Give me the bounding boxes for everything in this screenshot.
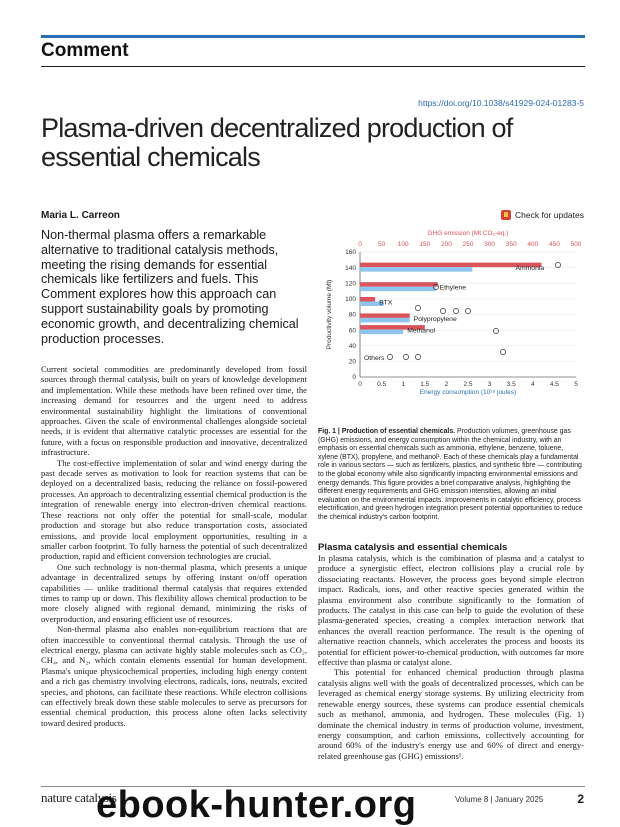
y-tick-label: 100: [345, 296, 356, 304]
energy-bar: [360, 267, 472, 272]
category-label: Ammonia: [515, 265, 545, 273]
bottom-tick-label: 4: [530, 381, 535, 388]
paragraph: The cost-effective implementation of solar and wind energy during the past decade serves as motivation to look for reaction systems that can be deployed on a decentralized basis, reducing the reliance on fossil-powered processes. An approach to decentralizing essential chemical production is the integration of renewable energy into electron-driven chemical reactions. These reactions not only offer the potential for small-scale, modular production and storage but also reduce transportation costs, associated emissions, and provide local employment opportunities, resulting in a smaller carbon footprint. To fully harness the potential of such decentralized production, rapid and efficient conversion technologies are crucial.: [41, 457, 307, 562]
y-tick-label: 160: [345, 249, 356, 257]
molecule-icon: [500, 349, 505, 354]
energy-bar: [360, 330, 403, 335]
category-label: BTX: [379, 299, 393, 307]
ghg-bar: [360, 263, 541, 268]
top-tick-label: 500: [570, 241, 582, 248]
check-updates-label: Check for updates: [515, 210, 584, 220]
paragraph: In plasma catalysis, which is the combination of plasma and a catalyst to produce a synergistic effect, electron collisions play a crucial role by dissociating reactants. However, the process goes beyond simple electron impact. Radicals, ions, and other reactive species generated within the plasma environment also contribute significantly to the formation of products. The catalyst in this case can help to guide the evolution of these plasma-generated species, creating a complex interaction network that enhances the overall reaction performance. The result is the opening of alternative reaction channels, which accelerates the process and boosts its potential for efficient power-to-chemical production, with outcomes far more effective than plasma or catalyst alone.: [318, 553, 584, 668]
header-accent-bar: [41, 35, 585, 38]
molecule-icon: [403, 354, 408, 359]
top-tick-label: 450: [548, 241, 560, 248]
ghg-bar: [360, 282, 438, 287]
ghg-bar: [360, 297, 375, 302]
molecule-icon: [555, 262, 560, 267]
top-tick-label: 50: [377, 241, 386, 248]
y-tick-label: 80: [348, 311, 356, 319]
bottom-tick-label: 2: [444, 381, 449, 388]
y-tick-label: 120: [345, 280, 356, 288]
author-name: Maria L. Carreon: [41, 210, 120, 221]
paragraph: This potential for enhanced chemical production through plasma catalysis aligns well with the goals of decentralized processes, which can be leveraged as chemical energy storage systems. By utilizing electricity from renewable energy sources, these systems can produce essential chemicals such as methanol, ammonia, and hydrogen. These molecules (Fig. 1) dominate the chemical industry in terms of production volume, investment, energy consumption, and carbon emissions, collectively accounting for around 60% of the industry's energy use and 60% of direct and energy-related greenhouse gas (GHG) emissions¹.: [318, 667, 584, 761]
top-axis-label: GHG emission (Mt CO₂-eq.): [427, 230, 509, 237]
top-tick-label: 200: [440, 241, 452, 248]
left-column-body: [41, 364, 307, 728]
doi-link[interactable]: https://doi.org/10.1038/s41929-024-01283-5: [418, 98, 584, 108]
y-tick-label: 0: [352, 374, 356, 382]
y-axis-label: Productivity volume (Mt): [326, 279, 333, 350]
y-tick-label: 20: [348, 358, 356, 366]
standfirst: Non-thermal plasma offers a remarkable alternative to traditional catalysis methods, meeting the rising demands for essential chemicals like fertilizers and fuels. This Comment explores how this approach can support sustainability goals by promoting economic growth, and decentralizing chemical production processes.: [41, 228, 299, 346]
header-rule: [41, 66, 585, 67]
top-tick-label: 350: [505, 241, 517, 248]
top-tick-label: 300: [484, 241, 496, 248]
molecule-icon: [453, 308, 458, 313]
bottom-tick-label: 2.5: [463, 381, 473, 388]
bottom-tick-label: 0: [358, 381, 362, 388]
check-updates-button[interactable]: [501, 210, 584, 220]
paragraph: Non-thermal plasma also enables non-equilibrium reactions that are often inaccessible to conventional thermal catalysis. Through the use of electrical energy, plasma can activate highly stable molecules such as CO₂, CH₄, and N₂, which contain elements essential for human development. Plasma's unique physicochemical properties, including high energy content and a rich gas chemistry involving electrons, radicals, ions, neutrals, excited species, and photons, can facilitate these reactions. While electron collisions can effectively break down these stable molecules to serve as precursors for essential chemical production, this process alone often lacks selectivity toward desired products.: [41, 624, 307, 728]
top-tick-label: 100: [397, 241, 409, 248]
y-tick-label: 140: [345, 264, 356, 272]
molecule-icon: [415, 305, 420, 310]
molecule-icon: [387, 354, 392, 359]
category-label: Methanol: [407, 327, 436, 335]
figure-caption-text: Production volumes, greenhouse gas (GHG) emissions, and energy consumption within the chemical industry, with an emphasis on essential chemicals such as ammonia, ethylene, benzene, toluene, xylene (BTX), propylene, and methanol¹. Each of these chemicals play a fundamental role in various sectors — such as fertilizers, plastics, and synthetic fibre — contributing to the global economy while also significantly impacting environmental emissions and energy demands. This figure provides a brief comparative analysis, highlighting the different energy requirements and GHG emission intensities, allowing an initial evaluation on the environmental impacts. Improvements in catalytic efficiency, process electrification, and green hydrogen integration present potential opportunities to reduce the chemical industry's carbon footprint.: [318, 428, 583, 521]
page-number: 2: [577, 792, 584, 806]
bottom-tick-label: 0.5: [377, 381, 387, 388]
bottom-tick-label: 3: [487, 381, 492, 388]
molecule-icon: [465, 308, 470, 313]
issue-info: Volume 8 | January 2025: [455, 795, 544, 804]
molecule-icon: [415, 354, 420, 359]
journal-logo: nature catalysis: [41, 790, 117, 805]
section-label: Comment: [41, 40, 129, 61]
molecule-icon: [440, 308, 445, 313]
y-tick-label: 60: [348, 327, 356, 335]
article-title: Plasma-driven decentralized production of essential chemicals: [41, 113, 513, 172]
bottom-tick-label: 5: [574, 381, 578, 388]
figure-1-chart: [318, 227, 584, 427]
right-column-body: [318, 553, 584, 761]
energy-bar: [360, 318, 410, 323]
category-label: Polypropylene: [413, 315, 457, 323]
bottom-tick-label: 3.5: [506, 381, 516, 388]
section-heading: Plasma catalysis and essential chemicals: [318, 542, 508, 553]
figure-caption-label: Fig. 1 | Production of essential chemicals.: [318, 428, 456, 435]
ghg-bar: [360, 313, 410, 318]
bottom-axis-label: Energy consumption (10¹⁸ joules): [419, 389, 517, 396]
y-tick-label: 40: [348, 342, 356, 350]
category-label: Others: [364, 354, 385, 362]
category-label: Ethylene: [439, 284, 467, 292]
watermark: ebook-hunter.org: [96, 784, 417, 826]
figure-caption: [318, 428, 584, 523]
top-tick-label: 400: [527, 241, 539, 248]
top-tick-label: 250: [462, 241, 474, 248]
molecule-icon: [493, 328, 498, 333]
top-tick-label: 150: [419, 241, 431, 248]
bottom-tick-label: 1: [401, 381, 406, 388]
energy-bar: [360, 287, 436, 292]
paragraph: Current societal commodities are predominantly developed from fossil sources through thermal catalysis, built on years of knowledge development and implementation. While these methods have been refined over time, the increasing demand for resources and the urgent need to address environmental sustainability highlight the limitations of conventional approaches. Given the scale of environmental challenges alongside societal needs, it is evident that alternative catalytic processes are essential for the future, with a focus on responsible production and innovative, decentralized infrastructure.: [41, 364, 307, 458]
top-tick-label: 0: [358, 241, 362, 248]
bottom-tick-label: 1.5: [420, 381, 430, 388]
crossmark-icon: [501, 210, 511, 220]
bottom-tick-label: 4.5: [549, 381, 559, 388]
paragraph: One such technology is non-thermal plasma, which presents a unique advantage in decentralized setups by offering instant on/off operation capabilities — unlike traditional thermal catalysis that requires extended times to ramp up or down. This flexibility allows chemical production to be more closely aligned with regional demand, minimizing the risks of overproduction, and ensuring efficient use of resources.: [41, 561, 307, 624]
